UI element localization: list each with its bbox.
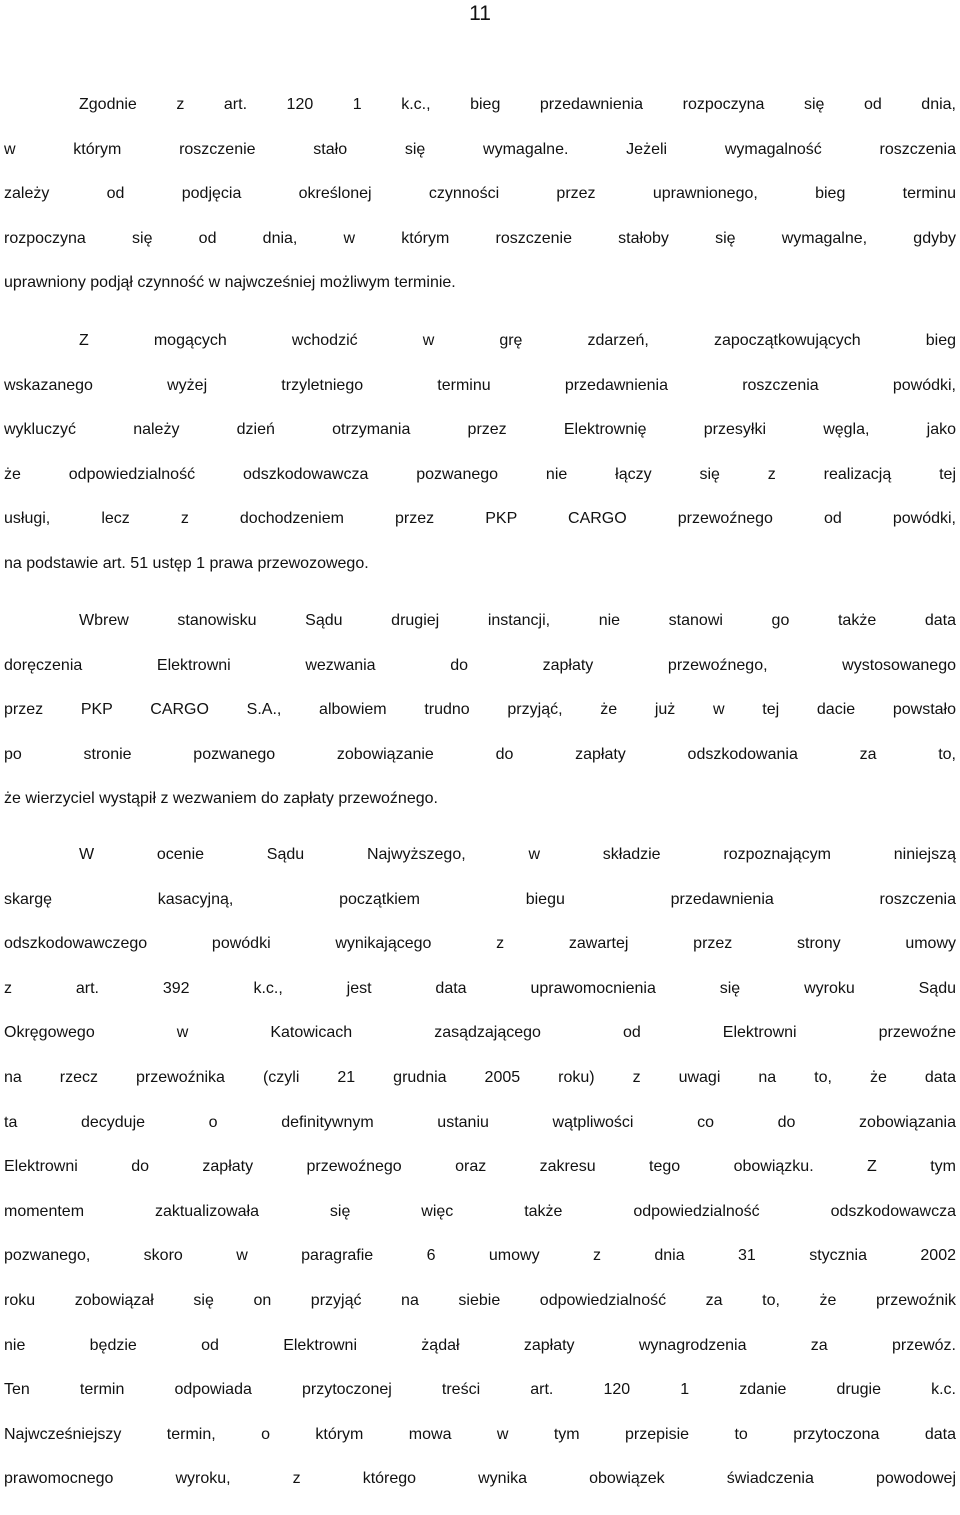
paragraph-line: przez PKP CARGO S.A., albowiem trudno przyjąć, że już w tej dacie powstało (4, 701, 956, 719)
paragraph-line: że odpowiedzialność odszkodowawcza pozwanego nie łączy się z realizacją tej (4, 465, 956, 483)
paragraph-line: skargę kasacyjną, początkiem biegu przedawnienia roszczenia (4, 890, 956, 908)
paragraph-line: momentem zaktualizowała się więc także odpowiedzialność odszkodowawcza (4, 1202, 956, 1220)
paragraph-line: roku zobowiązał się on przyjąć na siebie odpowiedzialność za to, że przewoźnik (4, 1291, 956, 1309)
paragraph-line: Najwcześniejszy termin, o którym mowa w tym przepisie to przytoczona data (4, 1425, 956, 1443)
paragraph-line: uprawniony podjął czynność w najwcześniej możliwym terminie. (4, 274, 456, 292)
paragraph-line: W ocenie Sądu Najwyższego, w składzie rozpoznającym niniejszą (79, 846, 956, 863)
paragraph-line: w którym roszczenie stało się wymagalne. Jeżeli wymagalność roszczenia (4, 140, 956, 158)
paragraph-line: prawomocnego wyroku, z którego wynika obowiązek świadczenia powodowej (4, 1470, 956, 1488)
paragraph-1 (4, 96, 956, 319)
paragraph-2 (4, 332, 956, 600)
paragraph-line: Wbrew stanowisku Sądu drugiej instancji, nie stanowi go także data (79, 612, 956, 629)
page-number: 11 (469, 2, 491, 25)
paragraph-line: wykluczyć należy dzień otrzymania przez Elektrownię przesyłki węgla, jako (4, 421, 956, 439)
paragraph-line: Z mogących wchodzić w grę zdarzeń, zapoczątkowujących bieg (79, 332, 956, 349)
paragraph-line: usługi, lecz z dochodzeniem przez PKP CARGO przewoźnego od powódki, (4, 510, 956, 528)
paragraph-line: z art. 392 k.c., jest data uprawomocnienia się wyroku Sądu (4, 979, 956, 997)
paragraph-line: ta decyduje o definitywnym ustaniu wątpliwości co do zobowiązania (4, 1113, 956, 1131)
paragraph-line: pozwanego, skoro w paragrafie 6 umowy z dnia 31 stycznia 2002 (4, 1247, 956, 1265)
paragraph-line: Okręgowego w Katowicach zasądzającego od Elektrowni przewoźne (4, 1024, 956, 1042)
paragraph-line: doręczenia Elektrowni wezwania do zapłaty przewoźnego, wystosowanego (4, 656, 956, 674)
paragraph-line: Elektrowni do zapłaty przewoźnego oraz zakresu tego obowiązku. Z tym (4, 1158, 956, 1176)
paragraph-line: zależy od podjęcia określonej czynności przez uprawnionego, bieg terminu (4, 185, 956, 203)
paragraph-line: na podstawie art. 51 ustęp 1 prawa przewozowego. (4, 554, 369, 572)
paragraph-line: że wierzyciel wystąpił z wezwaniem do zapłaty przewoźnego. (4, 790, 438, 808)
paragraph-3 (4, 612, 956, 835)
paragraph-line: wskazanego wyżej trzyletniego terminu przedawnienia roszczenia powódki, (4, 376, 956, 394)
paragraph-4 (4, 846, 956, 1515)
paragraph-line: odszkodowawczego powódki wynikającego z zawartej przez strony umowy (4, 935, 956, 953)
paragraph-line: po stronie pozwanego zobowiązanie do zapłaty odszkodowania za to, (4, 745, 956, 763)
paragraph-line: rozpoczyna się od dnia, w którym roszczenie stałoby się wymagalne, gdyby (4, 229, 956, 247)
paragraph-line: Ten termin odpowiada przytoczonej treści art. 120 1 zdanie drugie k.c. (4, 1381, 956, 1399)
paragraph-line: nie będzie od Elektrowni żądał zapłaty wynagrodzenia za przewóz. (4, 1336, 956, 1354)
paragraph-line: na rzecz przewoźnika (czyli 21 grudnia 2005 roku) z uwagi na to, że data (4, 1068, 956, 1086)
paragraph-line: Zgodnie z art. 120 1 k.c., bieg przedawnienia rozpoczyna się od dnia, (79, 96, 956, 113)
